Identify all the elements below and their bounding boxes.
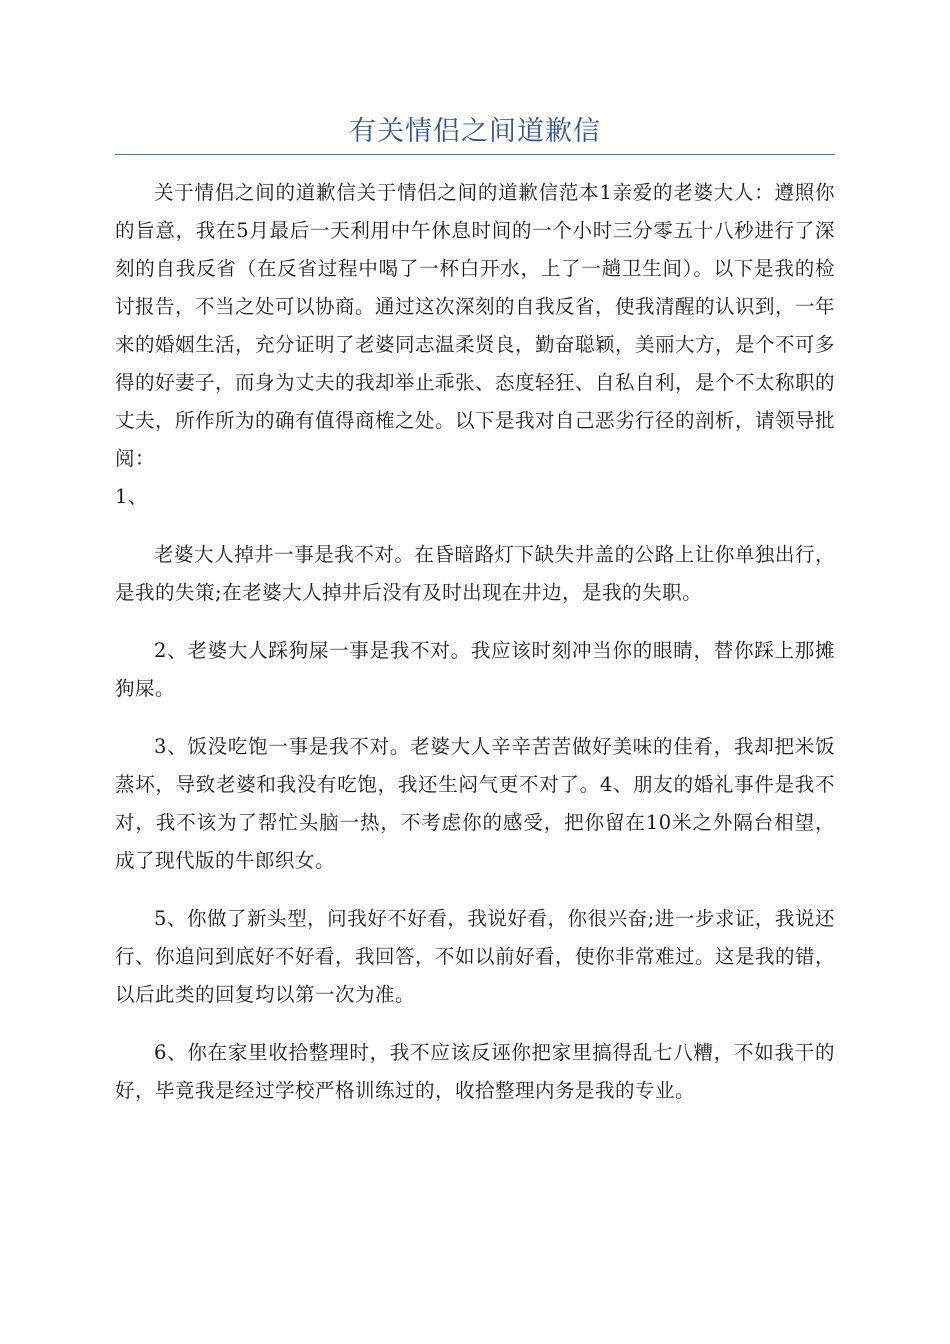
paragraph-item-2: 2、老婆大人踩狗屎一事是我不对。我应该时刻冲当你的眼睛，替你踩上那摊狗屎。 xyxy=(115,639,835,700)
paragraph-item-6: 6、你在家里收拾整理时，我不应该反诬你把家里搞得乱七八糟，不如我干的好，毕竟我是经过学校严格训练过的，收拾整理内务是我的专业。 xyxy=(115,1041,835,1102)
paragraph-item-5: 5、你做了新头型，问我好不好看，我说好看，你很兴奋;进一步求证，我说还行、你追问到底好不好看，我回答，不如以前好看，使你非常难过。这是我的错，以后此类的回复均以第一次为准。 xyxy=(115,907,836,1006)
paragraph-item-3-4: 3、饭没吃饱一事是我不对。老婆大人辛辛苦苦做好美味的佳肴，我却把米饭蒸坏，导致老婆和我没有吃饱，我还生闷气更不对了。4、朋友的婚礼事件是我不对，我不该为了帮忙头脑一热，不考虑你的感受，把你留在10米之外隔台相望，成了现代版的牛郎织女。 xyxy=(115,735,835,872)
paragraph-intro: 关于情侣之间的道歉信关于情侣之间的道歉信范本1亲爱的老婆大人：遵照你的旨意，我在5月最后一天利用中午休息时间的一个小时三分零五十八秒进行了深刻的自我反省（在反省过程中喝了一杯白开水，上了一趟卫生间）。以下是我的检讨报告，不当之处可以协商。通过这次深刻的自我反省，使我清醒的认识到，一年来的婚姻生活，充分证明了老婆同志温柔贤良，勤奋聪颖，美丽大方，是个不可多得的好妻子，而身为丈夫的我却举止乖张、态度轻狂、自私自利，是个不太称职的丈夫，所作所为的确有值得商榷之处。以下是我对自己恶劣行径的剖析，请领导批阅： xyxy=(115,181,836,470)
paragraph-item-1-number: 1、 xyxy=(115,485,148,508)
document-title: 有关情侣之间道歉信 xyxy=(349,116,601,147)
paragraph-item-1: 老婆大人掉井一事是我不对。在昏暗路灯下缺失井盖的公路上让你单独出行，是我的失策;在老婆大人掉井后没有及时出现在井边，是我的失职。 xyxy=(115,543,835,604)
document-body xyxy=(115,174,835,1130)
title-underline xyxy=(115,154,835,155)
